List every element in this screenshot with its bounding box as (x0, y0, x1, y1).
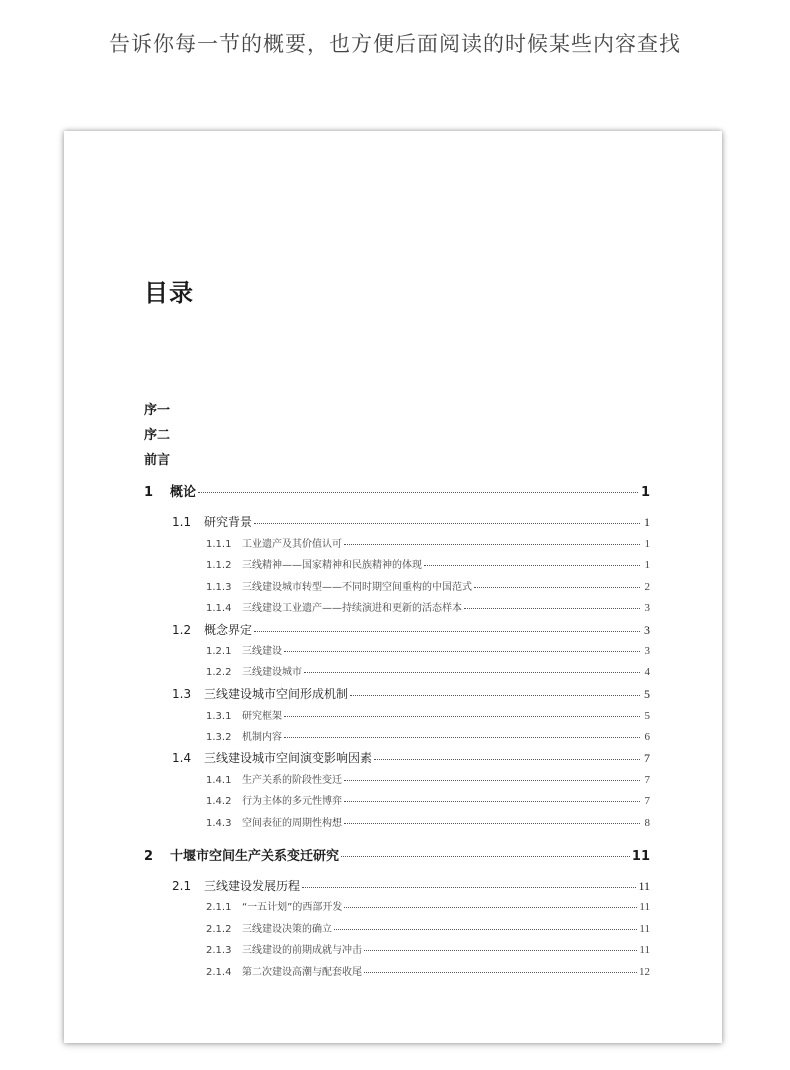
toc-entry-level-1[interactable] (144, 481, 650, 500)
toc-entry-title: 机制内容 (242, 732, 282, 743)
toc-entry-page: 7 (644, 751, 650, 765)
toc-entry-page: 11 (639, 944, 650, 956)
dot-leader (424, 565, 640, 566)
toc-entry-page: 1 (644, 538, 650, 550)
dot-leader (254, 523, 640, 524)
dot-leader (284, 651, 640, 652)
toc-entry-page: 5 (644, 710, 650, 722)
toc-entry-page: 3 (644, 645, 650, 657)
front-matter-item: 序二 (144, 428, 171, 443)
toc-entry-number: 1.4.2 (206, 796, 232, 807)
toc-entry-page: 7 (644, 795, 650, 807)
toc-entry-title: 空间表征的周期性构想 (242, 818, 342, 829)
toc-entry-number: 1.1.3 (206, 582, 232, 593)
toc-entry-page: 3 (644, 623, 650, 637)
dot-leader (302, 887, 636, 888)
toc-entry-title: 概念界定 (204, 623, 253, 637)
dot-leader (341, 856, 630, 857)
dot-leader (344, 544, 640, 545)
dot-leader (350, 695, 640, 696)
toc-entry-number: 1 (144, 485, 154, 500)
toc-entry-page: 2 (644, 581, 650, 593)
toc-entry-number: 1.1.2 (206, 560, 232, 571)
dot-leader (474, 587, 640, 588)
toc-entry-page: 1 (644, 559, 650, 571)
toc-entry-level-3[interactable] (206, 578, 650, 593)
toc-entry-title: 三线建设城市 (242, 667, 302, 678)
toc-entry-title: “一五计划”的西部开发 (242, 902, 343, 913)
toc-entry-page: 1 (640, 485, 650, 500)
front-matter-item: 前言 (144, 453, 171, 468)
toc-entry-title: 研究框架 (242, 711, 282, 722)
toc-entry-number: 2.1.2 (206, 924, 232, 935)
toc-entry-level-2[interactable] (172, 749, 650, 766)
toc-entry-level-1[interactable] (144, 845, 650, 864)
toc-entry-title: 三线建设的前期成就与冲击 (242, 945, 362, 956)
toc-entry-title: 研究背景 (204, 515, 253, 529)
toc-entry-number: 1.4.3 (206, 818, 232, 829)
toc-entry-level-3[interactable] (206, 707, 650, 722)
toc-entry-page: 5 (644, 687, 650, 701)
dot-leader (344, 907, 637, 908)
toc-entry-page: 11 (639, 901, 650, 913)
dot-leader (284, 716, 640, 717)
dot-leader (304, 672, 640, 673)
toc-entry-title: 三线建设发展历程 (204, 879, 301, 893)
toc-entry-title: 三线建设 (242, 646, 282, 657)
toc-entry-number: 1.1.1 (206, 539, 232, 550)
toc-entry-level-3[interactable] (206, 941, 650, 956)
dot-leader (284, 737, 640, 738)
toc-entry-number: 2.1 (172, 879, 192, 893)
toc-entry-page: 3 (644, 602, 650, 614)
toc-entry-level-3[interactable] (206, 963, 650, 978)
toc-entry-page: 4 (644, 666, 650, 678)
toc-entry-title: 第二次建设高潮与配套收尾 (242, 967, 362, 978)
toc-entry-level-3[interactable] (206, 792, 650, 807)
toc-entry-number: 2.1.3 (206, 945, 232, 956)
toc-entry-title: 生产关系的阶段性变迁 (242, 775, 342, 786)
toc-entry-number: 1.3.2 (206, 732, 232, 743)
toc-entry-title: 三线建设城市空间形成机制 (204, 687, 349, 701)
front-matter-item: 序一 (144, 403, 171, 418)
toc-entry-level-2[interactable] (172, 877, 650, 894)
toc-entry-title: 三线建设城市转型——不同时期空间重构的中国范式 (242, 582, 472, 593)
toc-entry-title: 三线建设决策的确立 (242, 924, 332, 935)
toc-entry-number: 1.2.1 (206, 646, 232, 657)
toc-entry-title: 行为主体的多元性博弈 (242, 796, 342, 807)
toc-entry-title: 工业遗产及其价值认可 (242, 539, 342, 550)
toc-entry-number: 1.3.1 (206, 711, 232, 722)
toc-entry-page: 11 (639, 923, 650, 935)
toc-entry-number: 2 (144, 849, 154, 864)
toc-entry-level-3[interactable] (206, 535, 650, 550)
dot-leader (254, 631, 640, 632)
toc-entry-level-3[interactable] (206, 771, 650, 786)
toc-entry-page: 11 (631, 849, 650, 864)
toc-entry-number: 1.1.4 (206, 603, 232, 614)
toc-entry-level-2[interactable] (172, 685, 650, 702)
toc-entry-title: 三线精神——国家精神和民族精神的体现 (242, 560, 422, 571)
toc-entry-number: 1.2 (172, 623, 192, 637)
toc-entry-level-3[interactable] (206, 663, 650, 678)
toc-entry-level-3[interactable] (206, 599, 650, 614)
dot-leader (198, 492, 638, 493)
toc-entry-number: 2.1.1 (206, 902, 232, 913)
toc-entry-level-2[interactable] (172, 513, 650, 530)
dot-leader (344, 823, 640, 824)
toc-entry-level-3[interactable] (206, 556, 650, 571)
toc-entry-number: 1.3 (172, 687, 192, 701)
dot-leader (344, 780, 640, 781)
dot-leader (334, 929, 637, 930)
toc-entry-level-3[interactable] (206, 728, 650, 743)
toc-entry-number: 1.4.1 (206, 775, 232, 786)
toc-entry-page: 1 (644, 515, 650, 529)
dot-leader (364, 972, 637, 973)
toc-entry-number: 2.1.4 (206, 967, 232, 978)
toc-entry-title: 十堰市空间生产关系变迁研究 (170, 849, 340, 864)
toc-entry-title: 三线建设工业遗产——持续演进和更新的活态样本 (242, 603, 462, 614)
toc-entry-page: 11 (638, 879, 650, 893)
toc-entry-page: 8 (644, 817, 650, 829)
book-page (64, 131, 722, 1043)
toc-entry-number: 1.2.2 (206, 667, 232, 678)
toc-entry-level-3[interactable] (206, 920, 650, 935)
toc-entry-level-2[interactable] (172, 621, 650, 638)
toc-entry-number: 1.4 (172, 751, 192, 765)
toc-entry-level-3[interactable] (206, 898, 650, 913)
toc-entry-page: 7 (644, 774, 650, 786)
toc-entry-page: 12 (639, 966, 650, 978)
toc-entry-title: 三线建设城市空间演变影响因素 (204, 751, 373, 765)
dot-leader (364, 950, 637, 951)
toc-entry-level-3[interactable] (206, 642, 650, 657)
page-caption: 告诉你每一节的概要，也方便后面阅读的时候某些内容查找 (109, 32, 681, 56)
dot-leader (464, 608, 640, 609)
toc-title: 目录 (144, 279, 194, 307)
toc-entry-title: 概论 (170, 485, 197, 500)
toc-entry-level-3[interactable] (206, 814, 650, 829)
toc-entry-number: 1.1 (172, 515, 192, 529)
dot-leader (344, 801, 640, 802)
dot-leader (374, 759, 640, 760)
toc-entry-page: 6 (644, 731, 650, 743)
